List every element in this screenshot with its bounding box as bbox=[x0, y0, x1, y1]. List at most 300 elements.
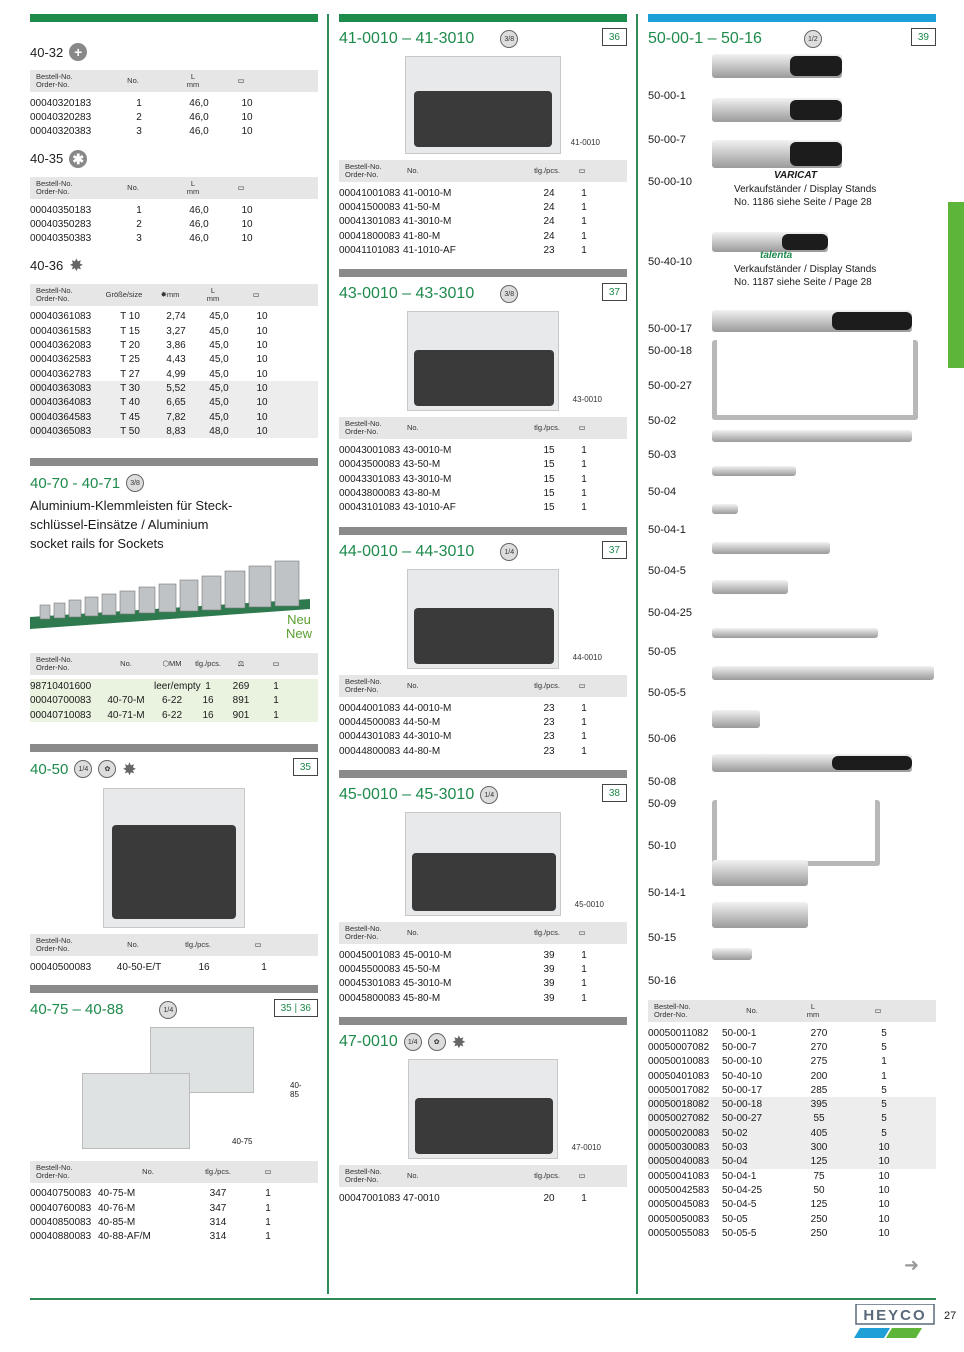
drive-size-icon: 1/4 bbox=[74, 760, 92, 778]
image-label: 47-0010 bbox=[571, 1143, 601, 1153]
section-bar bbox=[339, 770, 627, 778]
next-page-arrow-icon[interactable]: ➜ bbox=[904, 1255, 920, 1275]
pcs: 24 bbox=[543, 230, 555, 242]
pack: 1 bbox=[273, 695, 279, 707]
order-no: 00043800083 bbox=[339, 488, 401, 500]
table-row bbox=[30, 96, 318, 110]
no: 50-05 bbox=[722, 1213, 748, 1225]
table-row bbox=[339, 977, 627, 991]
page-reference[interactable]: 38 bbox=[602, 784, 627, 802]
table-row bbox=[648, 1155, 936, 1169]
table-header bbox=[30, 177, 318, 199]
pack: 1 bbox=[581, 187, 587, 199]
table-row bbox=[30, 217, 318, 231]
image-label: 40-85 bbox=[290, 1080, 302, 1099]
pack: 10 bbox=[878, 1227, 890, 1239]
section-40-35 bbox=[30, 147, 318, 246]
table-row bbox=[30, 708, 318, 722]
table-row bbox=[648, 1140, 936, 1154]
header-pcs: tlg./pcs. bbox=[534, 928, 560, 938]
header-order: Bestell-No. bbox=[345, 162, 382, 171]
xzn-icon: ✿ bbox=[428, 1033, 446, 1051]
table-row bbox=[648, 1083, 936, 1097]
order-no: 00043101083 bbox=[339, 502, 401, 514]
no: 41-1010-AF bbox=[403, 244, 456, 256]
header-order: Bestell-No. bbox=[36, 655, 73, 665]
order-no: 00044500083 bbox=[339, 716, 401, 728]
tool-image-50-40-10 bbox=[712, 232, 828, 252]
pack: 10 bbox=[241, 111, 253, 123]
table-row bbox=[339, 486, 627, 500]
pcs: 24 bbox=[543, 187, 555, 199]
section-45 bbox=[339, 784, 627, 1005]
size: T 45 bbox=[120, 411, 140, 423]
order-no: 00040350383 bbox=[30, 233, 92, 245]
table-row bbox=[339, 1191, 627, 1205]
pcs: 24 bbox=[543, 201, 555, 213]
no: 40-85-M bbox=[98, 1216, 136, 1228]
no: 41-0010-M bbox=[403, 187, 452, 199]
product-code: 40-36 bbox=[30, 258, 64, 274]
order-no: 00050017082 bbox=[648, 1084, 710, 1096]
tool-code: 50-02 bbox=[648, 415, 677, 427]
pack: 1 bbox=[881, 1056, 887, 1068]
order-no: 00050040083 bbox=[648, 1156, 710, 1168]
heyco-logo bbox=[852, 1304, 936, 1340]
table-row bbox=[30, 310, 318, 324]
no: 45-80-M bbox=[403, 992, 441, 1004]
no: 40-70-M bbox=[107, 695, 145, 707]
tool-code: 50-04-25 bbox=[648, 607, 693, 619]
length: 125 bbox=[810, 1156, 828, 1168]
tool-code: 50-04 bbox=[648, 486, 677, 498]
table-row bbox=[648, 1183, 936, 1197]
table-row bbox=[648, 1212, 936, 1226]
no: 45-0010-M bbox=[403, 949, 452, 961]
header-mm: mm bbox=[186, 80, 200, 89]
order-no: 00040320183 bbox=[30, 97, 92, 109]
header-order: Bestell-No. bbox=[345, 924, 382, 934]
pack: 1 bbox=[265, 1216, 271, 1228]
table-header bbox=[339, 675, 627, 697]
header-pcs: tlg./pcs. bbox=[534, 423, 560, 433]
section-bar bbox=[30, 744, 318, 752]
socket-set-image bbox=[407, 569, 602, 669]
page-reference[interactable]: 37 bbox=[602, 541, 627, 559]
section-40-75 bbox=[30, 999, 318, 1244]
pcs: 15 bbox=[543, 488, 555, 500]
display-stand-page-ref: No. 1187 siehe Seite / Page 28 bbox=[734, 277, 872, 288]
header-pcs: tlg./pcs. bbox=[534, 1171, 560, 1181]
size: T 40 bbox=[120, 397, 140, 409]
pcs: 15 bbox=[543, 473, 555, 485]
new-label-de: Neu bbox=[287, 612, 311, 628]
table-row bbox=[648, 1069, 936, 1083]
order-no: 00040710083 bbox=[30, 709, 92, 721]
no: 50-00-17 bbox=[722, 1084, 763, 1096]
phillips-icon: + bbox=[69, 43, 87, 61]
header-no: No. bbox=[142, 1166, 154, 1176]
order-no: 00040320383 bbox=[30, 126, 92, 138]
table-row bbox=[648, 1055, 936, 1069]
order-no: 00040362783 bbox=[30, 368, 92, 380]
order-no: 00040365083 bbox=[30, 425, 92, 437]
page-ref-1: 35 bbox=[280, 1002, 292, 1014]
section-title: 41-0010 – 41-3010 bbox=[339, 30, 475, 47]
tool-image-50-00-7 bbox=[712, 98, 842, 122]
length: 45,0 bbox=[209, 325, 229, 337]
size: T 25 bbox=[120, 354, 140, 366]
order-no: 00040850083 bbox=[30, 1216, 92, 1228]
drive-size-icon: 1/4 bbox=[500, 543, 518, 561]
page-reference[interactable]: 35 bbox=[293, 758, 318, 776]
pack: 1 bbox=[581, 949, 587, 961]
table-row bbox=[339, 730, 627, 744]
pack: 10 bbox=[878, 1213, 890, 1225]
order-no: 00050045083 bbox=[648, 1199, 710, 1211]
header-mm: mm bbox=[186, 186, 200, 196]
pcs: 314 bbox=[209, 1216, 227, 1228]
table-row bbox=[30, 367, 318, 381]
page-reference[interactable]: 37 bbox=[602, 283, 627, 301]
header-no: No. bbox=[127, 940, 139, 950]
pack: 1 bbox=[581, 992, 587, 1004]
case-tray bbox=[112, 825, 236, 919]
no: 40-76-M bbox=[98, 1202, 136, 1214]
product-table bbox=[30, 960, 318, 974]
pcs: 347 bbox=[209, 1188, 227, 1200]
header-order-en: Order-No. bbox=[345, 1175, 379, 1185]
pcs: 39 bbox=[543, 949, 555, 961]
header-order: Bestell-No. bbox=[36, 1162, 73, 1172]
table-header bbox=[30, 1161, 318, 1183]
no: 50-04 bbox=[722, 1156, 748, 1168]
section-43 bbox=[339, 283, 627, 514]
no: 2 bbox=[136, 218, 142, 230]
order-no: 00040361583 bbox=[30, 325, 92, 337]
tool-image-50-04-5 bbox=[712, 542, 830, 554]
pack: 10 bbox=[241, 233, 253, 245]
case-tray bbox=[415, 1098, 553, 1154]
pack: 5 bbox=[881, 1041, 887, 1053]
image-label: 43-0010 bbox=[572, 395, 602, 405]
pack: 1 bbox=[581, 244, 587, 256]
new-label-en: New bbox=[285, 626, 312, 642]
section-bar bbox=[30, 14, 318, 22]
table-row bbox=[30, 338, 318, 352]
page-reference[interactable]: 39 bbox=[911, 28, 936, 46]
header-order: Bestell-No. bbox=[345, 1167, 382, 1177]
image-label: 41-0010 bbox=[570, 138, 600, 147]
box-icon: ▭ bbox=[578, 1171, 586, 1181]
torx-mm: 7,82 bbox=[166, 411, 186, 423]
length: 45,0 bbox=[209, 368, 229, 380]
table-row bbox=[30, 679, 318, 693]
no: 41-3010-M bbox=[403, 216, 452, 228]
table-row bbox=[339, 215, 627, 229]
pack: 1 bbox=[581, 1192, 587, 1204]
header-order: Bestell-No. bbox=[654, 1002, 691, 1011]
drive-size-icon: 1/4 bbox=[404, 1033, 422, 1051]
order-no: 00045800083 bbox=[339, 992, 401, 1004]
case-small bbox=[82, 1073, 190, 1149]
header-order-en: Order-No. bbox=[36, 944, 70, 954]
table-row bbox=[339, 948, 627, 962]
tool-code: 50-00-27 bbox=[648, 380, 693, 392]
header-order: Bestell-No. bbox=[36, 72, 73, 81]
pack: 10 bbox=[256, 397, 268, 409]
no: 40-71-M bbox=[107, 709, 145, 721]
table-header bbox=[339, 922, 627, 944]
torx-icon: ✸ bbox=[451, 1032, 466, 1052]
chapter-tab bbox=[948, 202, 964, 368]
header-mm: MM bbox=[169, 659, 182, 669]
header-no: No. bbox=[407, 166, 419, 175]
pack: 5 bbox=[881, 1084, 887, 1096]
logo-graphic bbox=[852, 1304, 936, 1340]
length: 46,0 bbox=[189, 126, 209, 138]
size: T 50 bbox=[120, 425, 140, 437]
drive-size-icon: 3/8 bbox=[500, 30, 518, 48]
no: 50-03 bbox=[722, 1142, 748, 1154]
display-stand-note: Verkaufständer / Display Stands bbox=[734, 184, 877, 195]
order-no: 00050018082 bbox=[648, 1099, 710, 1111]
table-header bbox=[30, 284, 318, 306]
table-row bbox=[30, 1187, 318, 1201]
tool-image-50-05 bbox=[712, 628, 878, 638]
length: 270 bbox=[810, 1041, 828, 1053]
pcs: 15 bbox=[543, 459, 555, 471]
bit-set-image bbox=[80, 1025, 302, 1155]
case-tray bbox=[414, 91, 552, 147]
length: 270 bbox=[810, 1027, 828, 1039]
table-row bbox=[648, 1097, 936, 1111]
pack: 10 bbox=[241, 126, 253, 138]
order-no: 00044800083 bbox=[339, 745, 401, 757]
pack: 1 bbox=[581, 230, 587, 242]
tool-code: 50-06 bbox=[648, 733, 677, 745]
product-table bbox=[339, 948, 627, 1005]
no: 3 bbox=[136, 126, 142, 138]
order-no: 00044301083 bbox=[339, 731, 401, 743]
pack: 10 bbox=[241, 204, 253, 216]
no: 50-00-10 bbox=[722, 1056, 763, 1068]
case-tray bbox=[414, 350, 554, 406]
no: 40-50-E/T bbox=[116, 961, 162, 973]
header-mm: mm bbox=[806, 1010, 820, 1019]
tool-code: 50-10 bbox=[648, 840, 677, 852]
pack: 10 bbox=[241, 97, 253, 109]
length: 50 bbox=[813, 1184, 825, 1196]
tool-code: 50-04-1 bbox=[648, 524, 686, 536]
header-order: Bestell-No. bbox=[345, 419, 382, 429]
section-bar bbox=[339, 269, 627, 277]
order-no: 00050007082 bbox=[648, 1041, 710, 1053]
pcs: 23 bbox=[543, 244, 555, 256]
table-row bbox=[30, 324, 318, 338]
pcs: 24 bbox=[543, 216, 555, 228]
order-no: 98710401600 bbox=[30, 681, 92, 693]
pcs: 314 bbox=[209, 1231, 227, 1243]
box-icon: ▭ bbox=[578, 680, 586, 690]
table-row bbox=[648, 1112, 936, 1126]
length: 285 bbox=[810, 1084, 828, 1096]
box-icon: ▭ bbox=[264, 1166, 272, 1176]
varicat-logo: VARICAT bbox=[774, 170, 817, 181]
table-row bbox=[339, 458, 627, 472]
length: 48,0 bbox=[209, 425, 229, 437]
length: 55 bbox=[813, 1113, 825, 1125]
tool-code: 50-14-1 bbox=[648, 887, 686, 899]
product-table bbox=[30, 310, 318, 439]
pcs: 16 bbox=[198, 961, 210, 973]
tool-image-50-04 bbox=[712, 466, 796, 476]
tool-image-50-08 bbox=[712, 754, 912, 772]
drive-size-icon: 1/2 bbox=[804, 30, 822, 48]
length: 45,0 bbox=[209, 397, 229, 409]
header-length: L bbox=[190, 178, 196, 188]
pack: 1 bbox=[581, 216, 587, 228]
no: 50-00-7 bbox=[722, 1041, 757, 1053]
header-no: No. bbox=[746, 1006, 758, 1015]
box-icon: ▭ bbox=[578, 928, 586, 938]
talenta-logo: talenta bbox=[760, 250, 793, 261]
table-row bbox=[30, 203, 318, 217]
pozidriv-icon: ✱ bbox=[69, 150, 87, 168]
image-label: 40-75 bbox=[232, 1136, 253, 1146]
tool-code: 50-09 bbox=[648, 798, 677, 810]
order-no: 00041800083 bbox=[339, 230, 401, 242]
image-label: 44-0010 bbox=[572, 652, 602, 662]
pack: 10 bbox=[256, 368, 268, 380]
pack: 1 bbox=[265, 1231, 271, 1243]
length: 46,0 bbox=[189, 218, 209, 230]
section-bar bbox=[30, 458, 318, 466]
order-no: 00043301083 bbox=[339, 473, 401, 485]
order-no: 00045001083 bbox=[339, 949, 401, 961]
pcs: 23 bbox=[543, 731, 555, 743]
tool-code: 50-00-17 bbox=[648, 323, 693, 335]
table-row bbox=[30, 1215, 318, 1229]
handle-grip bbox=[782, 234, 828, 250]
length: 125 bbox=[810, 1199, 828, 1211]
order-no: 00050401083 bbox=[648, 1070, 710, 1082]
pack: 1 bbox=[581, 459, 587, 471]
no: 44-0010-M bbox=[403, 702, 452, 714]
pack: 10 bbox=[878, 1184, 890, 1196]
header-no: No. bbox=[407, 928, 419, 938]
product-code: 40-32 bbox=[30, 44, 64, 60]
pack: 1 bbox=[881, 1070, 887, 1082]
no: 50-02 bbox=[722, 1127, 748, 1139]
no: 50-00-27 bbox=[722, 1113, 763, 1125]
table-row bbox=[648, 1226, 936, 1240]
pack: 1 bbox=[273, 681, 279, 693]
order-no: 00040361083 bbox=[30, 311, 92, 323]
section-title: 47-0010 bbox=[339, 1033, 398, 1051]
box-icon: ▭ bbox=[578, 423, 586, 433]
header-order: Bestell-No. bbox=[36, 285, 73, 295]
table-header bbox=[339, 160, 627, 182]
section-40-70 bbox=[30, 472, 318, 722]
pack: 5 bbox=[881, 1113, 887, 1125]
header-order-en: Order-No. bbox=[36, 1170, 70, 1180]
table-row bbox=[648, 1126, 936, 1140]
header-pcs: tlg./pcs. bbox=[534, 680, 560, 690]
table-row bbox=[30, 694, 318, 708]
torx-mm-icon: ✸mm bbox=[160, 289, 180, 299]
weight: 901 bbox=[232, 709, 250, 721]
header-no: No. bbox=[407, 680, 419, 690]
pack: 1 bbox=[581, 978, 587, 990]
header-no: No. bbox=[407, 423, 419, 433]
length: 46,0 bbox=[189, 97, 209, 109]
no: 44-50-M bbox=[403, 716, 441, 728]
drive-size-icon: 3/8 bbox=[500, 285, 518, 303]
length: 250 bbox=[810, 1213, 828, 1225]
pcs: 1 bbox=[205, 681, 211, 693]
order-no: 00043500083 bbox=[339, 459, 401, 471]
pack: 10 bbox=[241, 218, 253, 230]
handle-grip bbox=[832, 312, 912, 330]
header-order-en: Order-No. bbox=[654, 1010, 688, 1019]
handle-grip bbox=[790, 142, 842, 166]
torx-mm: 3,27 bbox=[166, 325, 186, 337]
page-reference[interactable]: 35 | 36 bbox=[274, 999, 318, 1017]
handle-grip bbox=[790, 56, 842, 76]
table-row bbox=[339, 472, 627, 486]
pack: 10 bbox=[878, 1170, 890, 1182]
table-row bbox=[30, 410, 318, 424]
torx-icon: ✸ bbox=[69, 256, 84, 276]
tool-image-50-06 bbox=[712, 710, 760, 728]
length: 250 bbox=[810, 1227, 828, 1239]
order-no: 00040362083 bbox=[30, 340, 92, 352]
table-header bbox=[648, 1000, 936, 1022]
header-order: Bestell-No. bbox=[36, 936, 73, 946]
section-header bbox=[648, 28, 936, 50]
pcs: 16 bbox=[202, 709, 214, 721]
table-row bbox=[648, 1198, 936, 1212]
pack: 10 bbox=[256, 382, 268, 394]
length: 405 bbox=[810, 1127, 828, 1139]
length: 75 bbox=[813, 1170, 825, 1182]
section-bar bbox=[339, 14, 627, 22]
tool-image-50-03 bbox=[712, 430, 912, 442]
pack: 1 bbox=[581, 731, 587, 743]
pcs: 39 bbox=[543, 992, 555, 1004]
order-no: 00050042583 bbox=[648, 1184, 710, 1196]
header-order-en: Order-No. bbox=[36, 293, 70, 303]
box-icon: ▭ bbox=[254, 940, 262, 950]
mm-range: 6-22 bbox=[161, 709, 182, 721]
page-reference[interactable]: 36 bbox=[602, 28, 627, 46]
order-no: 00040350283 bbox=[30, 218, 92, 230]
tool-code: 50-00-1 bbox=[648, 90, 686, 102]
header-order: Bestell-No. bbox=[36, 178, 73, 188]
xzn-icon: ✿ bbox=[98, 760, 116, 778]
no: 43-3010-M bbox=[403, 473, 452, 485]
order-no: 00044001083 bbox=[339, 702, 401, 714]
size: T 15 bbox=[120, 325, 140, 337]
no: 43-80-M bbox=[403, 488, 441, 500]
section-title: 43-0010 – 43-3010 bbox=[339, 285, 475, 303]
table-row bbox=[648, 1026, 936, 1040]
pack: 5 bbox=[881, 1099, 887, 1111]
order-no: 00050011082 bbox=[648, 1027, 709, 1039]
pcs: 23 bbox=[543, 745, 555, 757]
no: 50-00-1 bbox=[722, 1027, 757, 1039]
